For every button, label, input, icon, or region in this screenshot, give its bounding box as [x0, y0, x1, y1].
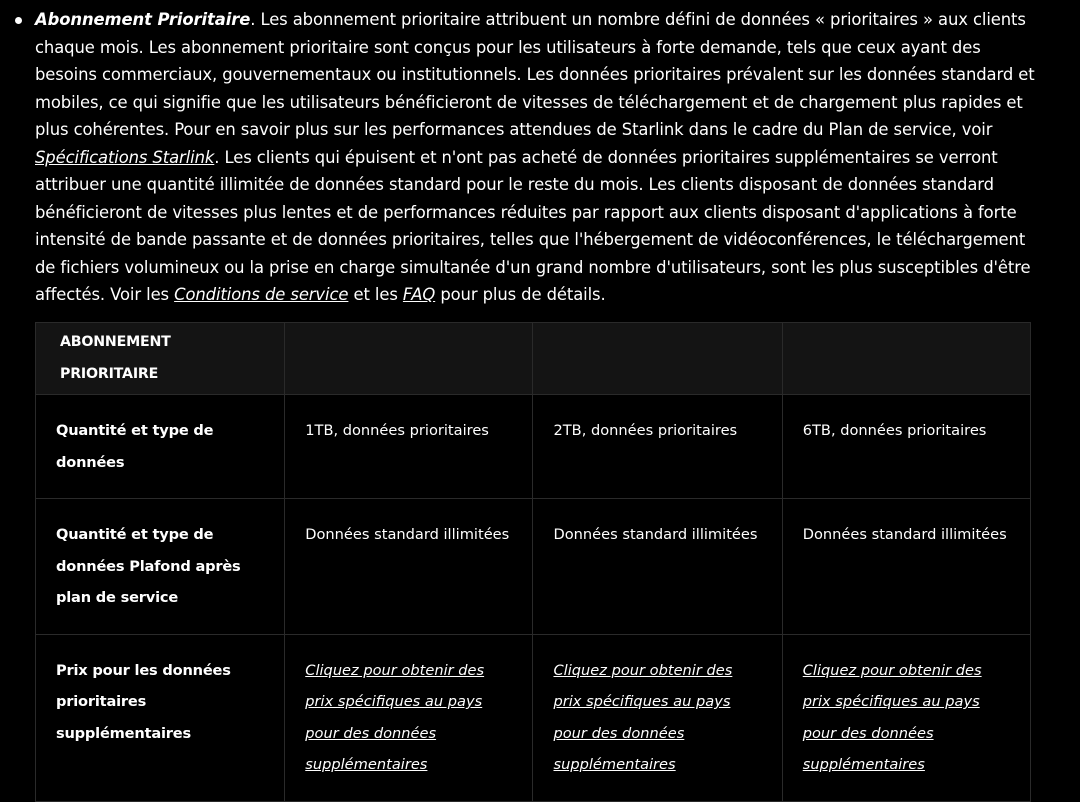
priority-plan-table: [35, 322, 1031, 802]
table-header-empty-cell: [782, 323, 1030, 395]
priority-plan-paragraph: [35, 6, 1040, 309]
country-pricing-link[interactable]: Cliquez pour obtenir des prix spécifiques au pays pour des données supplémentaires: [802, 661, 982, 773]
table-row: [36, 499, 1031, 635]
table-header-row: [36, 323, 1031, 395]
terms-of-service-link[interactable]: Conditions de service: [174, 285, 349, 304]
table-row: [36, 634, 1031, 801]
paragraph-lead-title: Abonnement Prioritaire: [35, 10, 251, 29]
table-header-title: ABONNEMENT PRIORITAIRE: [36, 323, 285, 395]
table-cell: Données standard illimitées: [533, 499, 782, 635]
table-row: [36, 395, 1031, 499]
table-header-empty-cell: [533, 323, 782, 395]
paragraph-text-4: pour plus de détails.: [435, 285, 606, 304]
bullet-dot-icon: [15, 17, 22, 24]
table-cell: [782, 634, 1030, 801]
table-cell: Données standard illimitées: [285, 499, 533, 635]
priority-plan-bullet: [0, 6, 1080, 309]
table-cell: 2TB, données prioritaires: [533, 395, 782, 499]
row-label: Prix pour les données prioritaires supplémentaires: [36, 634, 285, 801]
row-label: Quantité et type de données: [36, 395, 285, 499]
paragraph-text-3: et les: [348, 285, 403, 304]
paragraph-text-2: . Les clients qui épuisent et n'ont pas acheté de données prioritaires supplémentaires se verront attribuer une quantité illimitée de données standard pour le reste du mois. Les clients disposant de données standard bénéficieront de vitesses plus lentes et de performances réduites par rapport aux clients disposant d'applications à forte intensité de bande passante et de données prioritaires, telles que l'hébergement de vidéoconférences, le téléchargement de fichiers volumineux ou la prise en charge simultanée d'un grand nombre d'utilisateurs, sont les plus susceptibles d'être affectés. Voir les: [35, 147, 1031, 304]
country-pricing-link[interactable]: Cliquez pour obtenir des prix spécifiques au pays pour des données supplémentaires: [305, 661, 485, 773]
table-cell: Données standard illimitées: [782, 499, 1030, 635]
bullet-list: [0, 6, 1080, 309]
table-cell: [533, 634, 782, 801]
table-cell: 1TB, données prioritaires: [285, 395, 533, 499]
table-header-empty-cell: [285, 323, 533, 395]
table-cell: [285, 634, 533, 801]
paragraph-text-1: . Les abonnement prioritaire attribuent un nombre défini de données « prioritaires » aux clients chaque mois. Les abonnement prioritaire sont conçus pour les utilisateurs à forte demande, tels que ceux ayant des besoins commerciaux, gouvernementaux ou institutionnels. Les données prioritaires prévalent sur les données standard et mobiles, ce qui signifie que les utilisateurs bénéficieront de vitesses de téléchargement et de chargement plus rapides et plus cohérentes. Pour en savoir plus sur les performances attendues de Starlink dans le cadre du Plan de service, voir: [35, 10, 1035, 139]
starlink-specifications-link[interactable]: Spécifications Starlink: [35, 147, 215, 167]
table-cell: 6TB, données prioritaires: [782, 395, 1030, 499]
country-pricing-link[interactable]: Cliquez pour obtenir des prix spécifiques au pays pour des données supplémentaires: [553, 661, 733, 773]
faq-link[interactable]: FAQ: [402, 285, 436, 304]
row-label: Quantité et type de données Plafond après plan de service: [36, 499, 285, 635]
